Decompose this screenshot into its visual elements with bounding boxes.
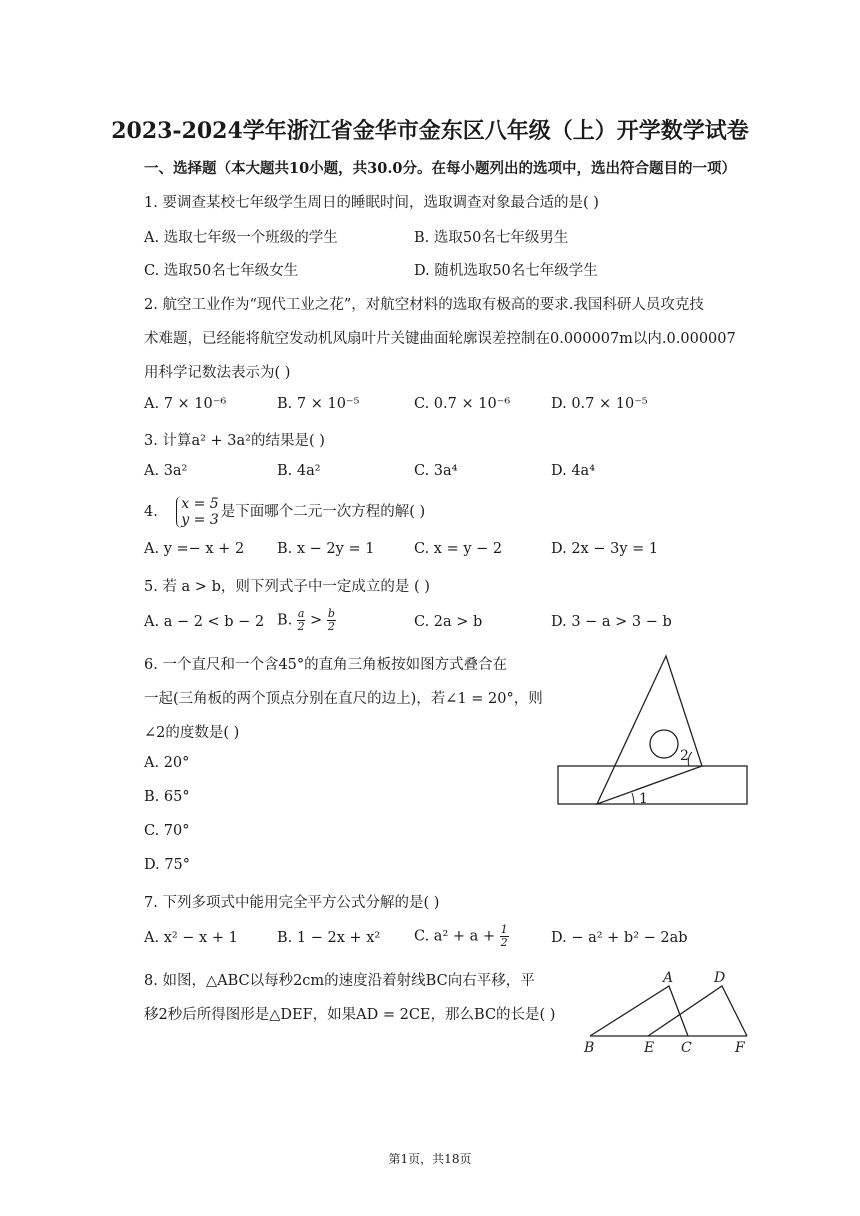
question-3-option-a: A. 3a² <box>144 463 188 479</box>
question-5-option-b-label: B. <box>277 612 293 629</box>
fraction-b-over-2 <box>327 608 336 633</box>
section-heading: 一、选择题（本大题共10小题，共30.0分。在每小题列出的选项中，选出符合题目的一项） <box>144 160 736 177</box>
fraction-1-over-2 <box>500 924 509 949</box>
greater-than-sign: > <box>310 612 323 629</box>
question-6-figure <box>552 652 752 812</box>
question-7-option-a: A. x² − x + 1 <box>144 930 238 946</box>
question-3-option-d: D. 4a⁴ <box>551 463 596 479</box>
question-7-option-b: B. 1 − 2x + x² <box>277 930 381 946</box>
point-f-label: F <box>735 1040 745 1056</box>
question-2-option-c: C. 0.7 × 10⁻⁶ <box>414 396 511 412</box>
angle-2-label: 2 <box>680 748 689 764</box>
question-5-option-b <box>277 608 336 633</box>
question-6-line-1: 6. 一个直尺和一个含45°的直角三角板按如图方式叠合在 <box>144 657 508 673</box>
question-7-option-c-expr: C. a² + a + <box>414 928 496 945</box>
question-2-option-b: B. 7 × 10⁻⁵ <box>277 396 360 412</box>
question-3-option-c: C. 3a⁴ <box>414 463 458 479</box>
question-2-line-1: 2. 航空工业作为“现代工业之花”，对航空材料的选取有极高的要求.我国科研人员攻克技 <box>144 297 704 313</box>
point-d-label: D <box>714 970 726 986</box>
question-4-option-d: D. 2x − 3y = 1 <box>551 541 659 557</box>
question-6-line-2: 一起(三角板的两个顶点分别在直尺的边上)，若∠1 = 20°，则 <box>144 691 543 707</box>
fraction-numerator: a <box>297 607 305 620</box>
question-5-option-a: A. a − 2 < b − 2 <box>144 614 265 630</box>
point-a-label: A <box>663 970 674 986</box>
question-2-line-2: 术难题，已经能将航空发动机风扇叶片关键曲面轮廓误差控制在0.000007m以内.0.000007 <box>144 331 736 347</box>
question-2-line-3: 用科学记数法表示为( ) <box>144 365 291 381</box>
question-6-option-b: B. 65° <box>144 789 190 805</box>
question-6-option-d: D. 75° <box>144 857 191 873</box>
angle-1-label: 1 <box>639 791 648 807</box>
question-5-option-c: C. 2a > b <box>414 614 483 630</box>
fraction-denominator: 2 <box>297 620 305 633</box>
question-1-stem: 1. 要调查某校七年级学生周日的睡眠时间，选取调查对象最合适的是( ) <box>144 195 599 211</box>
triangle-def <box>648 986 747 1036</box>
question-8-figure <box>578 964 758 1058</box>
triangle-ruler <box>597 656 702 804</box>
question-5-stem: 5. 若 a > b，则下列式子中一定成立的是 ( ) <box>144 579 430 595</box>
page-title: 2023-2024学年浙江省金华市金东区八年级（上）开学数学试卷 <box>111 118 749 144</box>
question-6-option-c: C. 70° <box>144 823 190 839</box>
question-7-stem: 7. 下列多项式中能用完全平方公式分解的是( ) <box>144 895 440 911</box>
question-1-option-c: C. 选取50名七年级女生 <box>144 263 299 279</box>
question-7-option-c <box>414 924 509 949</box>
question-3-stem: 3. 计算a² + 3a²的结果是( ) <box>144 433 325 449</box>
fraction-a-over-2 <box>297 608 306 633</box>
question-8-line-1: 8. 如图，△ABC以每秒2cm的速度沿着射线BC向右平移，平 <box>144 973 535 989</box>
fraction-denominator: 2 <box>500 936 508 949</box>
question-1-option-d: D. 随机选取50名七年级学生 <box>414 263 598 279</box>
question-7-option-d: D. − a² + b² − 2ab <box>551 930 688 946</box>
question-4-option-c: C. x = y − 2 <box>414 541 503 557</box>
point-c-label: C <box>681 1040 692 1056</box>
question-5-option-d: D. 3 − a > 3 − b <box>551 614 672 630</box>
equation-system <box>176 496 218 528</box>
question-4-text: 是下面哪个二元一次方程的解( ) <box>220 504 426 520</box>
question-6-option-a: A. 20° <box>144 755 190 771</box>
question-4-option-a: A. y =− x + 2 <box>144 541 245 557</box>
triangle-hole <box>650 730 678 758</box>
question-1-option-b: B. 选取50名七年级男生 <box>414 230 569 246</box>
question-2-option-d: D. 0.7 × 10⁻⁵ <box>551 396 648 412</box>
fraction-numerator: 1 <box>500 923 508 936</box>
question-2-option-a: A. 7 × 10⁻⁶ <box>144 396 227 412</box>
question-8-line-2: 移2秒后所得图形是△DEF，如果AD = 2CE，那么BC的长是( ) <box>144 1007 556 1023</box>
question-4-option-b: B. x − 2y = 1 <box>277 541 375 557</box>
question-1-option-a: A. 选取七年级一个班级的学生 <box>144 230 338 246</box>
angle-1-arc <box>632 793 634 804</box>
point-e-label: E <box>644 1040 655 1056</box>
triangle-abc <box>590 986 688 1036</box>
question-3-option-b: B. 4a² <box>277 463 321 479</box>
question-6-line-3: ∠2的度数是( ) <box>144 725 240 741</box>
page-footer: 第1页，共18页 <box>388 1152 472 1166</box>
fraction-denominator: 2 <box>327 620 335 633</box>
question-4-number: 4. <box>144 504 158 520</box>
point-b-label: B <box>584 1040 595 1056</box>
equation-2: y = 3 <box>181 512 219 528</box>
fraction-numerator: b <box>327 607 335 620</box>
question-4-stem <box>144 496 425 528</box>
equation-1: x = 5 <box>181 496 219 512</box>
ruler <box>558 766 747 804</box>
